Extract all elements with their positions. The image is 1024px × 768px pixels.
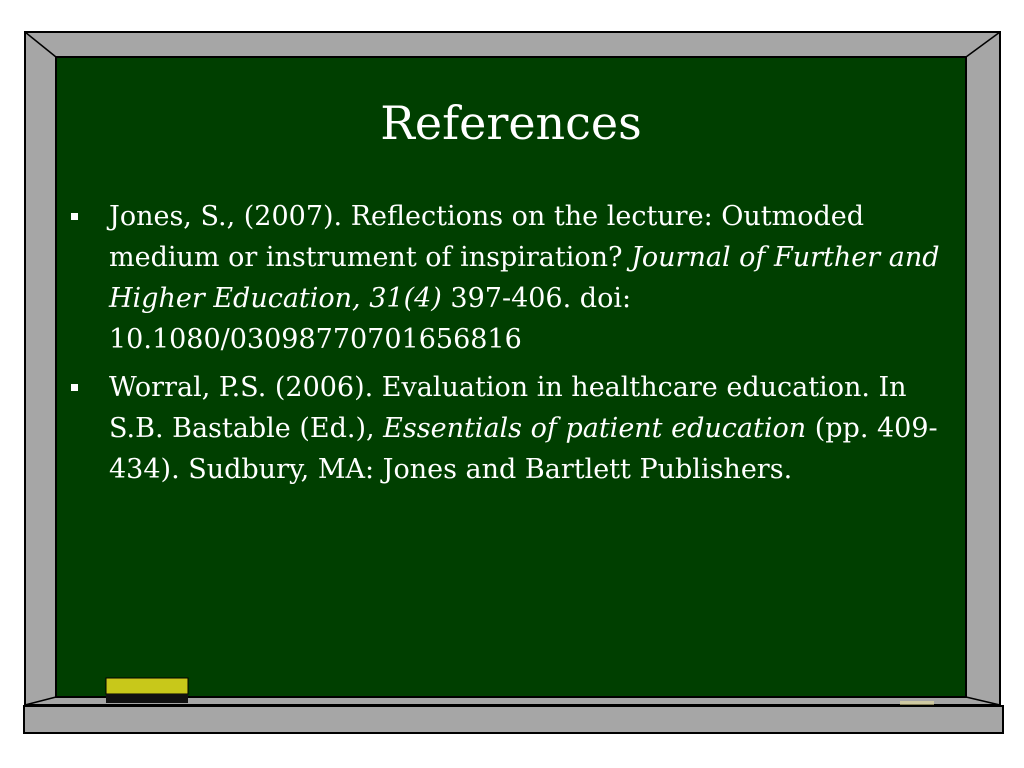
reference-pages-doi: 397-406. doi: 10.1080/03098770701656816	[109, 283, 632, 355]
reference-list	[56, 196, 956, 497]
reference-publisher: (pp. 409-434). Sudbury, MA: Jones and Bartlett Publishers.	[109, 413, 938, 485]
reference-journal: Journal of Further and Higher Education, 31(4)	[109, 242, 940, 314]
reference-text: Worral, P.S. (2006). Evaluation in healthcare education. In S.B. Bastable (Ed.),	[109, 372, 907, 444]
slide-title: References	[380, 96, 642, 150]
reference-book-title: Essentials of patient education	[383, 413, 807, 444]
reference-text: Jones, S., (2007). Reflections on the lecture: Outmoded medium or instrument of inspiration?	[109, 201, 865, 273]
bullet-icon	[71, 384, 78, 391]
chalk-piece	[900, 701, 934, 705]
bullet-icon	[71, 213, 78, 220]
reference-item-jones	[56, 196, 956, 360]
board-content	[56, 57, 966, 697]
chalk-tray	[24, 706, 1003, 733]
reference-item-worral	[56, 367, 956, 490]
